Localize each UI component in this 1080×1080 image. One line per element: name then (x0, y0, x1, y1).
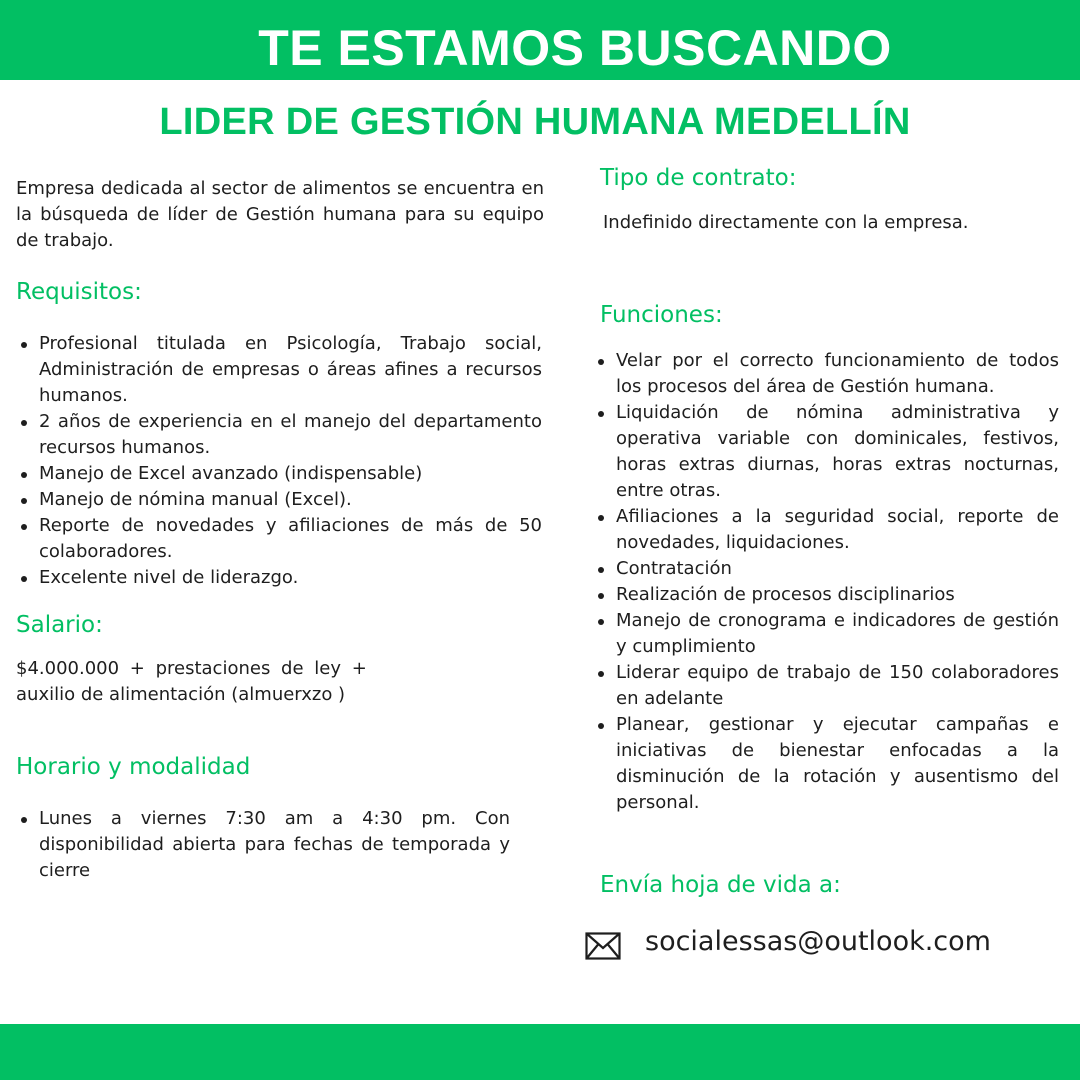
salario-heading: Salario: (16, 612, 103, 638)
page-title: TE ESTAMOS BUSCANDO (258, 20, 892, 76)
funciones-list (593, 348, 1059, 816)
envelope-icon (585, 932, 621, 964)
footer-banner (0, 1024, 1080, 1080)
list-item: Liquidación de nómina administrativa y operativa variable con dominicales, festivos, horas extras diurnas, horas extras nocturnas, entre otras. (593, 400, 1059, 504)
list-item: Contratación (593, 556, 1059, 582)
contrato-text: Indefinido directamente con la empresa. (603, 212, 969, 233)
list-item: Velar por el correcto funcionamiento de todos los procesos del área de Gestión humana. (593, 348, 1059, 400)
list-item: Manejo de nómina manual (Excel). (16, 487, 542, 513)
email-link[interactable]: socialessas@outlook.com (645, 926, 991, 957)
left-column (16, 176, 544, 254)
list-item: Planear, gestionar y ejecutar campañas e iniciativas de bienestar enfocadas a la disminución de la rotación y ausentismo del personal. (593, 712, 1059, 816)
requisitos-heading: Requisitos: (16, 279, 142, 305)
salario-benefit: auxilio de alimentación (almuerxzo ) (16, 684, 346, 705)
list-item: Reporte de novedades y afiliaciones de más de 50 colaboradores. (16, 513, 542, 565)
list-item: Manejo de Excel avanzado (indispensable) (16, 461, 542, 487)
list-item: Profesional titulada en Psicología, Trabajo social, Administración de empresas o áreas afines a recursos humanos. (16, 331, 542, 409)
horario-heading: Horario y modalidad (16, 754, 251, 780)
requisitos-list (16, 331, 542, 591)
horario-list (16, 806, 510, 884)
funciones-heading: Funciones: (600, 302, 723, 328)
contacto-heading: Envía hoja de vida a: (600, 872, 841, 898)
list-item: Liderar equipo de trabajo de 150 colaboradores en adelante (593, 660, 1059, 712)
salario-section (16, 610, 456, 708)
list-item: Excelente nivel de liderazgo. (16, 565, 542, 591)
list-item: Realización de procesos disciplinarios (593, 582, 1059, 608)
list-item: Lunes a viernes 7:30 am a 4:30 pm. Con disponibilidad abierta para fechas de temporada y cierre (16, 806, 510, 884)
contrato-section (600, 163, 1030, 237)
header-banner (0, 0, 1080, 80)
salario-amount: $4.000.000 + prestaciones de ley + (16, 658, 367, 679)
funciones-section (600, 300, 1060, 816)
requisitos-section (16, 277, 542, 591)
company-intro: Empresa dedicada al sector de alimentos se encuentra en la búsqueda de líder de Gestión humana para su equipo de trabajo. (16, 178, 544, 251)
list-item: 2 años de experiencia en el manejo del departamento recursos humanos. (16, 409, 542, 461)
contrato-heading: Tipo de contrato: (600, 165, 797, 191)
list-item: Afiliaciones a la seguridad social, reporte de novedades, liquidaciones. (593, 504, 1059, 556)
job-title: LIDER DE GESTIÓN HUMANA MEDELLÍN (159, 101, 911, 143)
horario-section (16, 752, 510, 884)
contacto-section (600, 870, 1040, 900)
list-item: Manejo de cronograma e indicadores de gestión y cumplimiento (593, 608, 1059, 660)
